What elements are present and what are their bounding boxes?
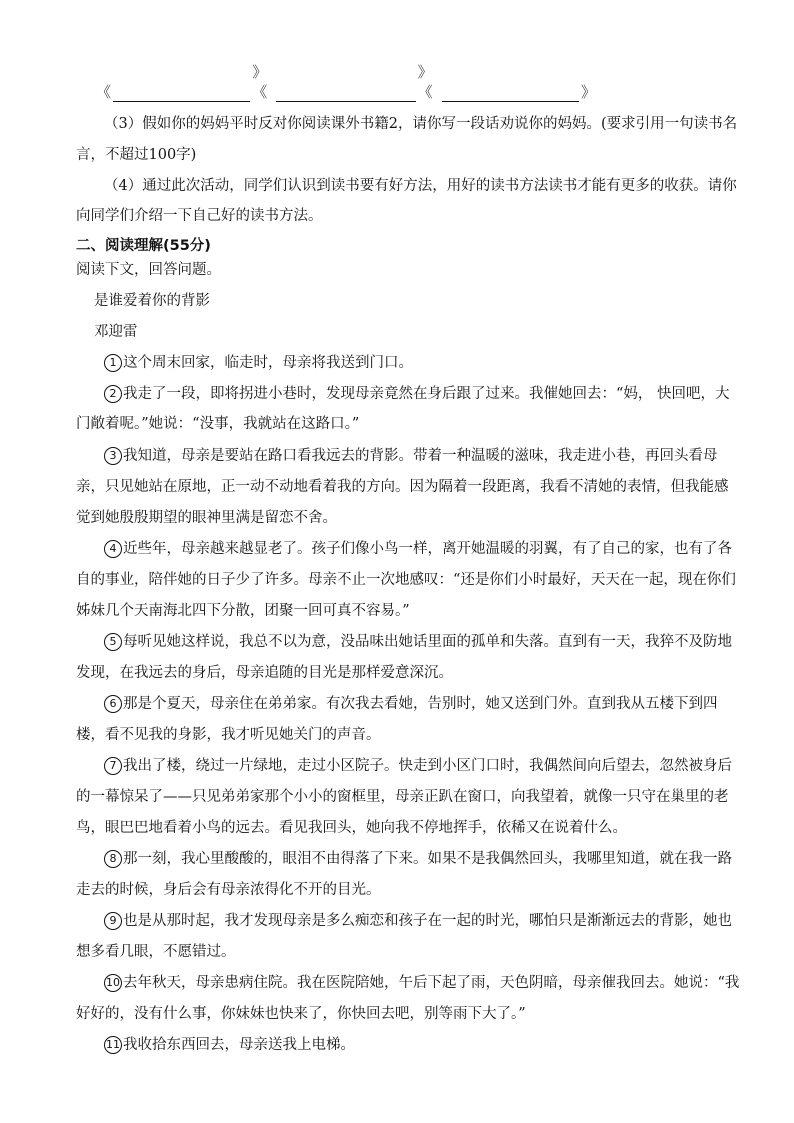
question-4-line-1: （4）通过此次活动，同学们认识到读书要有好方法，用好的读书方法读书才能有更多的收获。请你 [104, 178, 737, 194]
paragraph-6-line-1: 6 那是个夏天，母亲住在弟弟家。有次我去看她，告别时，她又送到门外。直到我从五楼下到四 [104, 694, 776, 714]
paragraph-2-line-1: 2 我走了一段，即将拐进小巷时，发现母亲竟然在身后跟了过来。我催她回去：“妈， 快回吧，大 [104, 384, 776, 404]
paragraph-number: 7 [104, 757, 122, 775]
paragraph-number: 11 [104, 1036, 122, 1054]
paragraph-7-line-1: 7 我出了楼，绕过一片绿地，走过小区院子。快走到小区门口时，我偶然间向后望去，忽然被身后 [104, 756, 776, 776]
question-4-line-2: 向同学们介绍一下自己好的读书方法。 [76, 208, 323, 224]
paragraph-6-line-2: 楼，看不见我的身影，我才听见她关门的声音。 [76, 727, 381, 743]
open-bracket: 《 [96, 83, 112, 101]
section-instruction: 阅读下文，回答问题。 [76, 262, 221, 278]
paragraph-8-line-1: 8 那一刻，我心里酸酸的，眼泪不由得落了下来。如果不是我偶然回头，我哪里知道，就在我一路 [104, 849, 776, 869]
bracket-separator-1: 》《 [252, 63, 268, 101]
paragraph-1-line-1: 1 这个周末回家，临走时，母亲将我送到门口。 [104, 353, 776, 373]
article-title: 是谁爱着你的背影 [94, 293, 210, 309]
paragraph-7-line-3: 鸟，眼巴巴地看着小鸟的远去。看见我回头，她向我不停地挥手，依稀又在说着什么。 [76, 820, 627, 836]
paragraph-number: 4 [104, 540, 122, 558]
article-author: 邓迎雷 [94, 324, 138, 340]
paragraph-number: 9 [104, 912, 122, 930]
paragraph-3-line-2: 亲，只见她站在原地，正一动不动地看着我的方向。因为隔着一段距离，我看不清她的表情，但我能感 [76, 479, 729, 495]
paragraph-number: 5 [104, 633, 122, 651]
paragraph-number: 3 [104, 447, 122, 465]
paragraph-8-line-2: 走去的时候，身后会有母亲浓得化不开的目光。 [76, 882, 381, 898]
paragraph-7-line-2: 的一幕惊呆了——只见弟弟家那个小小的窗框里，母亲正趴在窗口，向我望着，就像一只守在巢里的老 [76, 789, 729, 805]
paragraph-9-line-1: 9 也是从那时起，我才发现母亲是多么痴恋和孩子在一起的时光，哪怕只是渐渐远去的背影，她也 [104, 911, 776, 931]
paragraph-number: 2 [104, 385, 122, 403]
question-3-line-2: 言，不超过100字) [76, 147, 197, 163]
bracket-separator-2: 》《 [417, 63, 433, 101]
paragraph-9-line-2: 想多看几眼，不愿错过。 [76, 944, 236, 960]
answer-blank-2[interactable] [276, 85, 415, 102]
paragraph-2-line-2: 门敞着呢。”她说：“没事，我就站在这路口。” [76, 416, 360, 432]
paragraph-11-line-1: 11 我收拾东西回去，母亲送我上电梯。 [106, 1037, 355, 1053]
answer-blank-3[interactable] [442, 85, 579, 102]
paragraph-number: 8 [104, 850, 122, 868]
paragraph-3-line-3: 觉到她殷殷期望的眼神里满是留恋不舍。 [76, 510, 337, 526]
paragraph-number: 10 [104, 974, 122, 992]
close-bracket: 》 [580, 83, 596, 101]
paragraph-number: 1 [104, 354, 122, 372]
paragraph-4-line-3: 姊妹几个天南海北四下分散，团聚一回可真不容易。” [76, 603, 410, 619]
paragraph-3-line-1: 3 我知道，母亲是要站在路口看我远去的背影。带着一种温暖的滋味，我走进小巷，再回头看母 [104, 446, 776, 466]
paragraph-4-line-2: 自的事业，陪伴她的日子少了许多。母亲不止一次地感叹：“还是你们小时最好，天天在一起，现在你们 [76, 572, 736, 588]
paragraph-5-line-1: 5 每听见她这样说，我总不以为意，没品味出她话里面的孤单和失落。直到有一天，我猝不及防地 [104, 632, 776, 652]
paragraph-4-line-1: 4 近些年，母亲越来越显老了。孩子们像小鸟一样，离开她温暖的羽翼，有了自己的家，也有了各 [104, 539, 776, 559]
question-3-line-1: （3）假如你的妈妈平时反对你阅读课外书籍2，请你写一段话劝说你的妈妈。(要求引用一句读书名 [104, 116, 738, 132]
paragraph-number: 6 [104, 695, 122, 713]
answer-blank-1[interactable] [113, 85, 250, 102]
paragraph-10-line-1: 10 去年秋天，母亲患病住院。我在医院陪她，午后下起了雨，天色阴暗，母亲催我回去。她说：“我 [106, 975, 740, 991]
paragraph-10-line-2: 好好的，没有什么事，你妹妹也快来了，你快回去吧，别等雨下大了。” [76, 1006, 526, 1022]
section-heading: 二、阅读理解(55分) [76, 238, 211, 254]
answer-blank-row [96, 63, 596, 102]
paragraph-5-line-2: 发现，在我远去的身后，母亲追随的目光是那样爱意深沉。 [76, 665, 453, 681]
